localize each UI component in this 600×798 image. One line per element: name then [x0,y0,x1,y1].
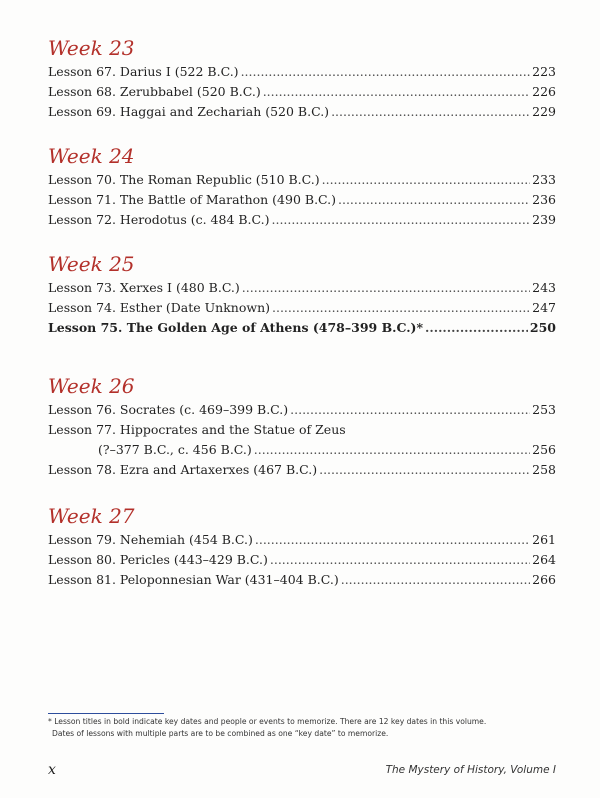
lesson-title: Lesson 67. Darius I (522 B.C.) [48,64,239,79]
lesson-title: Lesson 77. Hippocrates and the Statue of Zeus [48,422,346,437]
page-number: 243 [532,280,556,295]
dot-leader [254,440,530,460]
week-26-section [48,374,556,480]
toc-entry [48,530,556,550]
week-27-section [48,504,556,590]
dot-leader [290,400,530,420]
dot-leader [272,210,531,230]
dot-leader [322,170,531,190]
page-number: 247 [532,300,556,315]
page-number: 233 [532,172,556,187]
dot-leader [341,570,530,590]
toc-entry [48,190,556,210]
lesson-title: Lesson 75. The Golden Age of Athens (478–399 B.C.)* [48,320,424,335]
page-number: 239 [532,212,556,227]
week-heading: Week 24 [48,144,135,168]
week-heading: Week 27 [48,504,135,528]
dot-leader [255,530,530,550]
page-number: 236 [532,192,556,207]
week-heading: Week 26 [48,374,135,398]
footnote-rule [48,713,164,714]
toc-entry [48,298,556,318]
dot-leader [338,190,530,210]
dot-leader [242,278,530,298]
dot-leader [331,102,530,122]
toc-entry [48,400,556,420]
lesson-title: Lesson 71. The Battle of Marathon (490 B.C.) [48,192,337,207]
footnote-line: Dates of lessons with multiple parts are to be combined as one “key date” to memorize. [52,729,389,738]
toc-entry-key-date [48,318,556,338]
dot-leader [263,82,530,102]
footnote-line: * Lesson titles in bold indicate key dates and people or events to memorize. There are 12 key dates in this volume. [48,717,487,726]
footnote [48,716,568,740]
toc-entry [48,210,556,230]
toc-entry [48,278,556,298]
running-title: The Mystery of History, Volume I [385,764,556,776]
page-number: 256 [532,442,556,457]
page-number: 266 [532,572,556,587]
toc-entry [48,102,556,122]
lesson-title: Lesson 74. Esther (Date Unknown) [48,300,270,315]
lesson-title: Lesson 73. Xerxes I (480 B.C.) [48,280,240,295]
dot-leader [319,460,530,480]
dot-leader [241,62,531,82]
toc-entry [48,62,556,82]
week-heading: Week 25 [48,252,135,276]
page-number: 223 [532,64,556,79]
page-number: 253 [532,402,556,417]
toc-entry [48,550,556,570]
page-number: 250 [529,320,556,335]
lesson-title: Lesson 70. The Roman Republic (510 B.C.) [48,172,320,187]
page-number: 261 [532,532,556,547]
lesson-title: Lesson 76. Socrates (c. 469–399 B.C.) [48,402,289,417]
lesson-title: Lesson 79. Nehemiah (454 B.C.) [48,532,253,547]
lesson-title-continued: (?–377 B.C., c. 456 B.C.) [98,442,252,457]
page-number: 258 [532,462,556,477]
toc-entry [48,170,556,190]
toc-entry [48,82,556,102]
dot-leader [272,298,530,318]
lesson-title: Lesson 69. Haggai and Zechariah (520 B.C.) [48,104,330,119]
page-number: 229 [532,104,556,119]
dot-leader [270,550,530,570]
lesson-title: Lesson 81. Peloponnesian War (431–404 B.C.) [48,572,339,587]
page-number: 264 [532,552,556,567]
toc-entry [48,460,556,480]
lesson-title: Lesson 78. Ezra and Artaxerxes (467 B.C.) [48,462,318,477]
lesson-title: Lesson 80. Pericles (443–429 B.C.) [48,552,268,567]
toc-entry [48,570,556,590]
week-25-section [48,252,556,338]
page-folio: x [48,762,56,778]
dot-leader [425,318,528,338]
page-number: 226 [532,84,556,99]
week-23-section [48,36,556,122]
lesson-title: Lesson 72. Herodotus (c. 484 B.C.) [48,212,270,227]
week-heading: Week 23 [48,36,135,60]
lesson-title: Lesson 68. Zerubbabel (520 B.C.) [48,84,261,99]
week-24-section [48,144,556,230]
toc-entry [48,440,556,460]
